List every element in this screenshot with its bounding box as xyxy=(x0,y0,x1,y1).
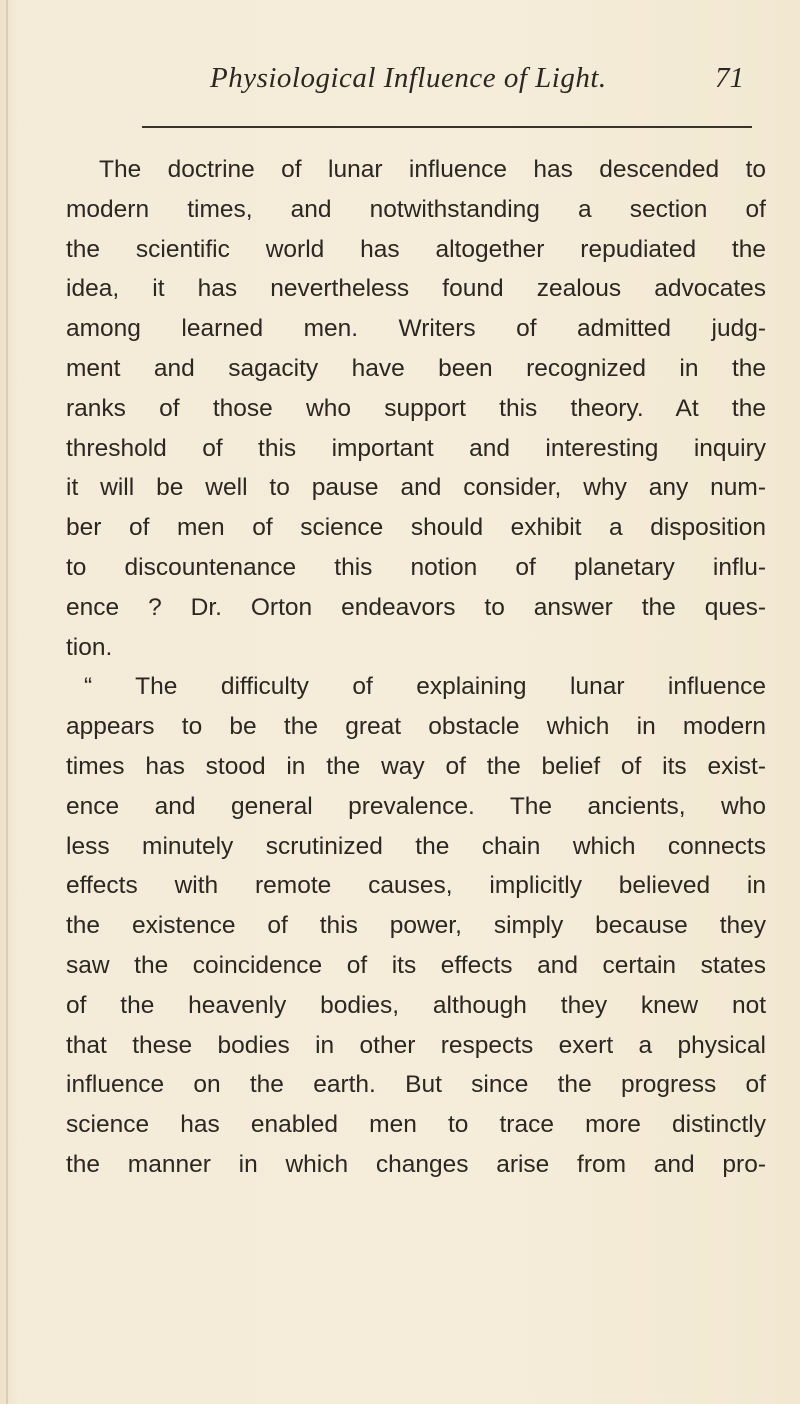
text-line: ence ? Dr. Orton endeavors to answer the ques- xyxy=(66,593,766,621)
text-line: science has enabled men to trace more distinctly xyxy=(66,1111,766,1139)
text-line: influence on the earth. But since the progress of xyxy=(66,1071,766,1099)
text-line: ranks of those who support this theory. At the xyxy=(66,394,766,422)
text-line: the manner in which changes arise from and pro- xyxy=(66,1150,766,1178)
text-line: the scientific world has altogether repudiated the xyxy=(66,235,766,263)
header-rule xyxy=(142,126,752,128)
page-edge-shadow xyxy=(6,0,8,1404)
running-head xyxy=(0,60,800,110)
text-line: ber of men of science should exhibit a disposition xyxy=(66,514,766,542)
text-line: among learned men. Writers of admitted judg- xyxy=(66,315,766,343)
text-line: ence and general prevalence. The ancients, who xyxy=(66,792,766,820)
text-line: idea, it has nevertheless found zealous advocates xyxy=(66,275,766,303)
text-line: “ The difficulty of explaining lunar influence xyxy=(84,673,766,701)
text-line: saw the coincidence of its effects and certain states xyxy=(66,951,766,979)
page-number: 71 xyxy=(715,62,744,94)
text-line: the existence of this power, simply because they xyxy=(66,912,766,940)
text-line: that these bodies in other respects exert a physical xyxy=(66,1031,766,1059)
text-line: of the heavenly bodies, although they knew not xyxy=(66,991,766,1019)
text-line: tion. xyxy=(66,633,113,661)
text-line: effects with remote causes, implicitly believed in xyxy=(66,872,766,900)
body-text xyxy=(66,150,766,1185)
text-line: threshold of this important and interesting inquiry xyxy=(66,434,766,462)
text-line: times has stood in the way of the belief of its exist- xyxy=(66,752,766,780)
text-line: modern times, and notwithstanding a section of xyxy=(66,195,766,223)
text-line: less minutely scrutinized the chain which connects xyxy=(66,832,766,860)
text-line: it will be well to pause and consider, why any num- xyxy=(66,474,766,502)
running-head-title: Physiological Influence of Light. xyxy=(210,62,607,94)
text-line: to discountenance this notion of planetary influ- xyxy=(66,553,766,581)
text-line: appears to be the great obstacle which in modern xyxy=(66,713,766,741)
text-line: The doctrine of lunar influence has descended to xyxy=(99,156,766,183)
text-line: ment and sagacity have been recognized in the xyxy=(66,354,766,382)
